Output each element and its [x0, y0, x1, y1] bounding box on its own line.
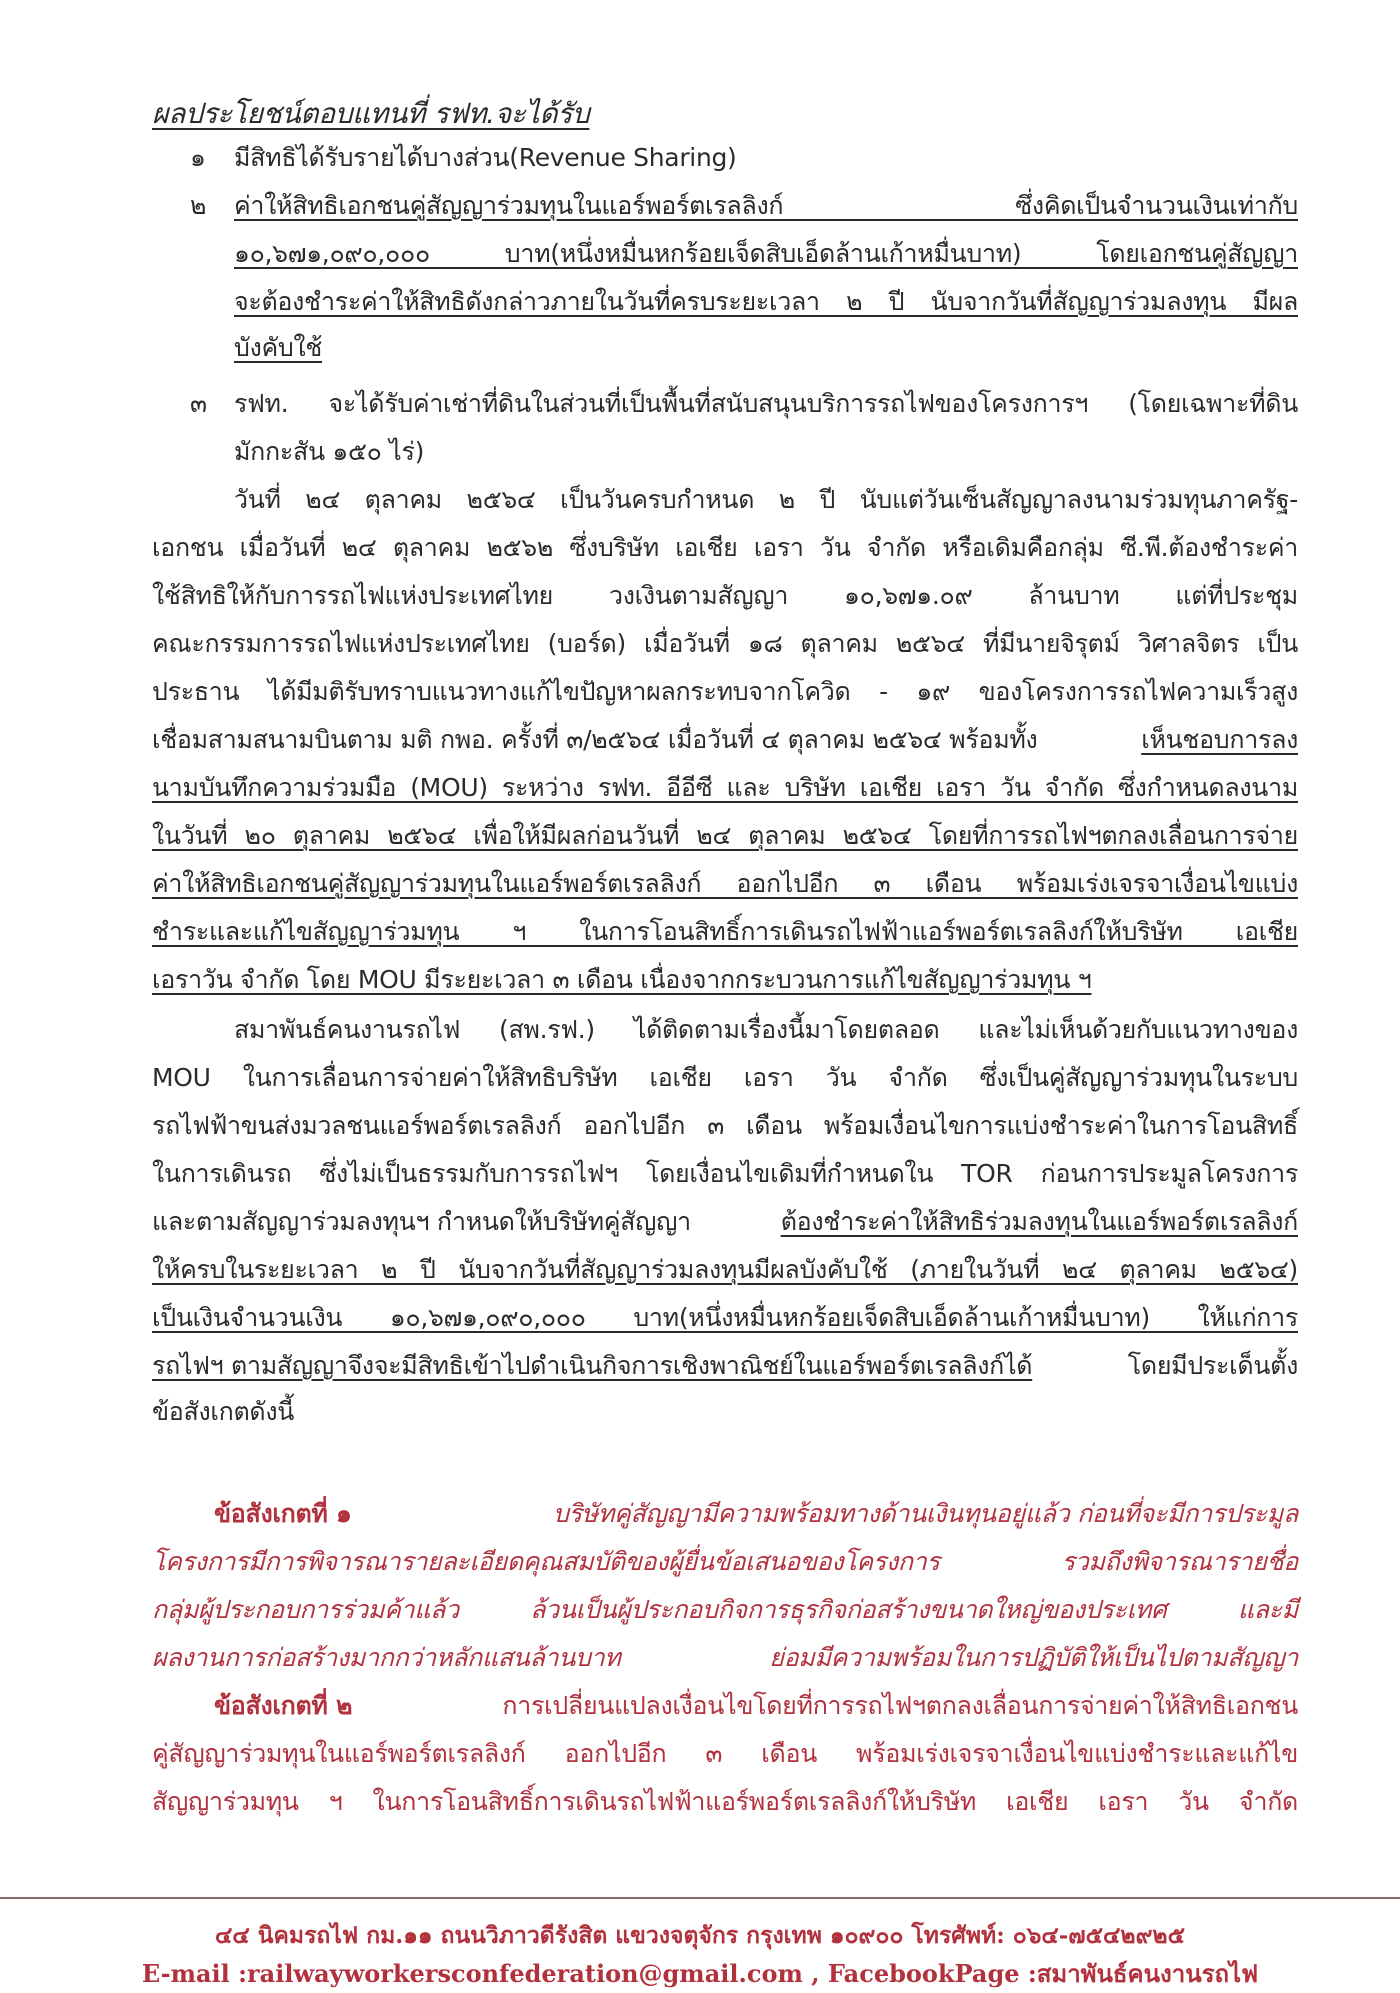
benefit-text: ๑๐,๖๗๑,๐๙๐,๐๐๐ บาท(หนึ่งหมื่นหกร้อยเจ็ดสิบเอ็ดล้านเก้าหมื่นบาท) โดยเอกชนคู่สัญญา [234, 239, 1298, 268]
paragraph-line: คณะกรรมการรถไฟแห่งประเทศไทย (บอร์ด) เมื่อวันที่ ๑๘ ตุลาคม ๒๕๖๔ ที่มีนายจิรุตม์ วิศาลจิตร เป็น [152, 629, 1298, 658]
paragraph-line: เอราวัน จำกัด โดย MOU มีระยะเวลา ๓ เดือน เนื่องจากกระบวนการแก้ไขสัญญาร่วมทุน ฯ [152, 965, 1092, 994]
paragraph-line [152, 1204, 1298, 1240]
observation-line: โครงการมีการพิจารณารายละเอียดคุณสมบัติของผู้ยื่นข้อเสนอของโครงการ รวมถึงพิจารณารายชื่อ [152, 1547, 1298, 1576]
observation-line: ผลงานการก่อสร้างมากกว่าหลักแสนล้านบาท ย่อมมีความพร้อมในการปฏิบัติให้เป็นไปตามสัญญา [152, 1643, 1298, 1672]
underlined-text: ต้องชำระค่าให้สิทธิร่วมลงทุนในแอร์พอร์ตเรลลิงก์ [780, 1207, 1298, 1236]
observation-label: ข้อสังเกตที่ ๒ [214, 1691, 353, 1720]
observation-line: คู่สัญญาร่วมทุนในแอร์พอร์ตเรลลิงก์ ออกไปอีก ๓ เดือน พร้อมเร่งเจรจาเงื่อนไขแบ่งชำระและแก้ไข [152, 1739, 1298, 1768]
footer-contact: E-mail :railwayworkersconfederation@gmail.com , FacebookPage :สมาพันธ์คนงานรถไฟ [141, 1959, 1259, 1988]
paragraph-line: นามบันทึกความร่วมมือ (MOU) ระหว่าง รฟท. อีอีซี และ บริษัท เอเชีย เอรา วัน จำกัด ซึ่งกำหนดลงนาม [152, 773, 1298, 802]
observation-text: การเปลี่ยนแปลงเงื่อนไขโดยที่การรถไฟฯตกลงเลื่อนการจ่ายค่าให้สิทธิเอกชน [502, 1691, 1298, 1720]
underlined-text: เห็นชอบการลง [1141, 725, 1298, 754]
paragraph-line: เอกชน เมื่อวันที่ ๒๔ ตุลาคม ๒๕๖๒ ซึ่งบริษัท เอเชีย เอรา วัน จำกัด หรือเดิมคือกลุ่ม ซี.พี.ต้องชำระค่า [152, 533, 1298, 562]
paragraph-line: วันที่ ๒๔ ตุลาคม ๒๕๖๔ เป็นวันครบกำหนด ๒ ปี นับแต่วันเซ็นสัญญาลงนามร่วมทุนภาครัฐ- [234, 485, 1298, 514]
observation-2-first-line [214, 1688, 1298, 1724]
paragraph-line: MOU ในการเลื่อนการจ่ายค่าให้สิทธิบริษัท เอเชีย เอรา วัน จำกัด ซึ่งเป็นคู่สัญญาร่วมทุนในระบบ [152, 1063, 1298, 1092]
paragraph-line: รถไฟฟ้าขนส่งมวลชนแอร์พอร์ตเรลลิงก์ ออกไปอีก ๓ เดือน พร้อมเงื่อนไขการแบ่งชำระค่าในการโอนสิทธิ์ [152, 1111, 1298, 1140]
paragraph-line: สมาพันธ์คนงานรถไฟ (สพ.รฟ.) ได้ติดตามเรื่องนี้มาโดยตลอด และไม่เห็นด้วยกับแนวทางของ [234, 1015, 1298, 1044]
benefit-number: ๑ [190, 143, 206, 172]
observation-text: บริษัทคู่สัญญามีความพร้อมทางด้านเงินทุนอยู่แล้ว ก่อนที่จะมีการประมูล [552, 1499, 1298, 1528]
paragraph-line: ใช้สิทธิให้กับการรถไฟแห่งประเทศไทย วงเงินตามสัญญา ๑๐,๖๗๑.๐๙ ล้านบาท แต่ที่ประชุม [152, 581, 1298, 610]
paragraph-line: ในการเดินรถ ซึ่งไม่เป็นธรรมกับการรถไฟฯ โดยเงื่อนไขเดิมที่กำหนดใน TOR ก่อนการประมูลโครงการ [152, 1159, 1298, 1188]
paragraph-line: ข้อสังเกตดังนี้ [152, 1397, 295, 1426]
benefit-text: มักกะสัน ๑๕๐ ไร่) [234, 437, 425, 466]
benefit-text: จะต้องชำระค่าให้สิทธิดังกล่าวภายในวันที่ครบระยะเวลา ๒ ปี นับจากวันที่สัญญาร่วมลงทุน มีผล [234, 287, 1298, 316]
observation-line: สัญญาร่วมทุน ฯ ในการโอนสิทธิ์การเดินรถไฟฟ้าแอร์พอร์ตเรลลิงก์ให้บริษัท เอเชีย เอรา วัน จำกัด [152, 1787, 1298, 1816]
paragraph-line [152, 1348, 1298, 1384]
benefit-text: บังคับใช้ [234, 333, 323, 362]
benefit-text: ค่าให้สิทธิเอกชนคู่สัญญาร่วมทุนในแอร์พอร์ตเรลลิงก์ ซึ่งคิดเป็นจำนวนเงินเท่ากับ [234, 191, 1298, 220]
paragraph-line: ประธาน ได้มีมติรับทราบแนวทางแก้ไขปัญหาผลกระทบจากโควิด - ๑๙ ของโครงการรถไฟความเร็วสูง [152, 677, 1298, 706]
paragraph-text: โดยมีประเด็นตั้ง [1127, 1351, 1298, 1380]
paragraph-text: และตามสัญญาร่วมลงทุนฯ กำหนดให้บริษัทคู่สัญญา [152, 1207, 691, 1236]
observation-line: กลุ่มผู้ประกอบการร่วมค้าแล้ว ล้วนเป็นผู้ประกอบกิจการธุรกิจก่อสร้างขนาดใหญ่ของประเทศ และมี [152, 1595, 1298, 1624]
benefit-text: มีสิทธิได้รับรายได้บางส่วน(Revenue Sharing) [234, 143, 737, 172]
underlined-text: รถไฟฯ ตามสัญญาจึงจะมีสิทธิเข้าไปดำเนินกิจการเชิงพาณิชย์ในแอร์พอร์ตเรลลิงก์ได้ [152, 1351, 1033, 1380]
paragraph-line: ในวันที่ ๒๐ ตุลาคม ๒๕๖๔ เพื่อให้มีผลก่อนวันที่ ๒๔ ตุลาคม ๒๕๖๔ โดยที่การรถไฟฯตกลงเลื่อนการจ่าย [152, 821, 1298, 850]
paragraph-line: เป็นเงินจำนวนเงิน ๑๐,๖๗๑,๐๙๐,๐๐๐ บาท(หนึ่งหมื่นหกร้อยเจ็ดสิบเอ็ดล้านเก้าหมื่นบาท) ให้แก่การ [152, 1303, 1298, 1332]
benefit-text: รฟท. จะได้รับค่าเช่าที่ดินในส่วนที่เป็นพื้นที่สนับสนุนบริการรถไฟของโครงการฯ (โดยเฉพาะที่ดิน [234, 389, 1298, 418]
observation-1-first-line [214, 1496, 1298, 1532]
benefit-number: ๓ [190, 389, 207, 418]
paragraph-line [152, 722, 1298, 758]
observation-label: ข้อสังเกตที่ ๑ [214, 1499, 352, 1528]
paragraph-line: ชำระและแก้ไขสัญญาร่วมทุน ฯ ในการโอนสิทธิ์การเดินรถไฟฟ้าแอร์พอร์ตเรลลิงก์ให้บริษัท เอเชีย [152, 917, 1298, 946]
footer-address: ๔๔ นิคมรถไฟ กม.๑๑ ถนนวิภาวดีรังสิต แขวงจตุจักร กรุงเทพ ๑๐๙๐๐ โทรศัพท์: ๐๖๔-๗๕๔๒๙๒๕ [214, 1922, 1185, 1949]
benefit-number: ๒ [190, 191, 207, 220]
paragraph-line: ให้ครบในระยะเวลา ๒ ปี นับจากวันที่สัญญาร่วมลงทุนมีผลบังคับใช้ (ภายในวันที่ ๒๔ ตุลาคม ๒๕๖๔) [152, 1255, 1298, 1284]
page-heading: ผลประโยชน์ตอบแทนที่ รฟท.จะได้รับ [152, 97, 590, 130]
footer-divider [0, 1897, 1400, 1899]
paragraph-line: ค่าให้สิทธิเอกชนคู่สัญญาร่วมทุนในแอร์พอร์ตเรลลิงก์ ออกไปอีก ๓ เดือน พร้อมเร่งเจรจาเงื่อนไขแบ่ง [152, 869, 1298, 898]
paragraph-text: เชื่อมสามสนามบินตาม มติ กพอ. ครั้งที่ ๓/๒๕๖๔ เมื่อวันที่ ๔ ตุลาคม ๒๕๖๔ พร้อมทั้ง [152, 725, 1038, 754]
